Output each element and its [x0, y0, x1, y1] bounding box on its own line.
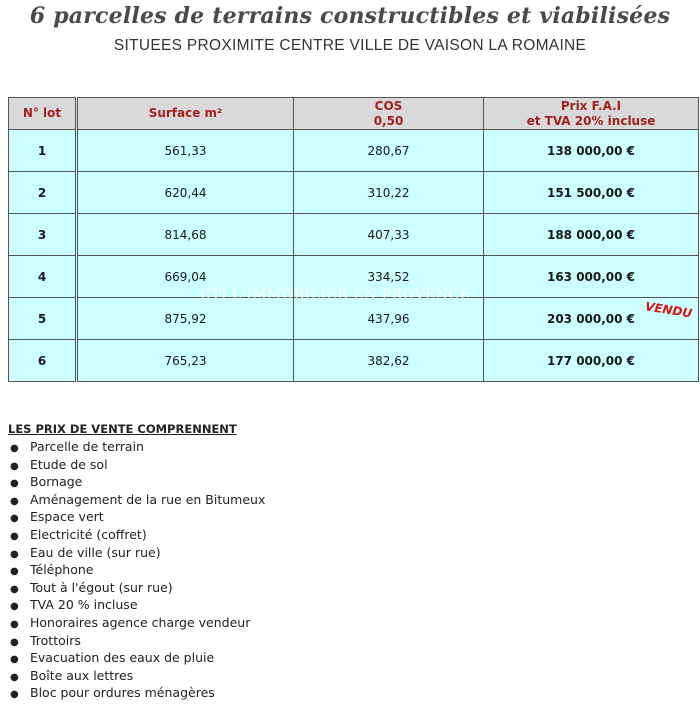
cell-surface: 620,44 [77, 172, 294, 214]
table-row [9, 256, 699, 298]
sold-badge: VENDU [643, 299, 693, 321]
agency-watermark: CTI L'IMMOBILIER EN PROVENCE [200, 287, 471, 303]
bullet-icon: ● [10, 671, 19, 683]
list-item: ● Bornage [8, 473, 265, 491]
cell-surface: 669,04 [77, 256, 294, 298]
cell-price: 151 500,00 € [484, 172, 699, 214]
page-title: 6 parcelles de terrains constructibles et viabilisées [29, 3, 671, 29]
cell-cos: 280,67 [294, 130, 484, 172]
bullet-icon: ● [10, 548, 19, 560]
bullet-icon: ● [10, 478, 19, 490]
list-item: ● Eau de ville (sur rue) [8, 544, 265, 562]
cell-lot: 4 [9, 256, 77, 298]
header-lot: N° lot [9, 98, 77, 130]
list-item: ● Tout à l'égout (sur rue) [8, 579, 265, 597]
cell-cos: 437,96 [294, 298, 484, 340]
cell-lot: 1 [9, 130, 77, 172]
table-row [9, 298, 699, 340]
page-subtitle: SITUEES PROXIMITE CENTRE VILLE DE VAISON LA ROMAINE [113, 37, 587, 54]
bullet-icon: ● [10, 583, 19, 595]
cell-lot: 2 [9, 172, 77, 214]
list-item: ● Boîte aux lettres [8, 667, 265, 685]
list-item: ● Honoraires agence charge vendeur [8, 614, 265, 632]
includes-title: LES PRIX DE VENTE COMPRENNENT [8, 422, 237, 436]
cell-lot: 6 [9, 340, 77, 382]
list-item: ● Evacuation des eaux de pluie [8, 649, 265, 667]
table-row [9, 214, 699, 256]
bullet-icon: ● [10, 513, 19, 525]
cell-price: 177 000,00 € [484, 340, 699, 382]
header-cos: COS 0,50 [294, 98, 484, 130]
cell-cos: 334,52 [294, 256, 484, 298]
list-item: ● Electricité (coffret) [8, 526, 265, 544]
cell-cos: 382,62 [294, 340, 484, 382]
cell-surface: 814,68 [77, 214, 294, 256]
cell-price: 163 000,00 € [484, 256, 699, 298]
bullet-icon: ● [10, 443, 19, 454]
cell-price: 138 000,00 € [484, 130, 699, 172]
table-row [9, 172, 699, 214]
table-row [9, 340, 699, 382]
price-value: 203 000,00 € [546, 311, 636, 326]
bullet-icon: ● [10, 460, 19, 472]
table-row [9, 130, 699, 172]
header-price: Prix F.A.I et TVA 20% incluse [484, 98, 699, 130]
cell-cos: 310,22 [294, 172, 484, 214]
list-item: ● Trottoirs [8, 632, 265, 650]
list-item: ● Aménagement de la rue en Bitumeux [8, 491, 265, 509]
header-surface: Surface m² [77, 98, 294, 130]
bullet-icon: ● [10, 654, 19, 666]
cell-surface: 875,92 [77, 298, 294, 340]
bullet-icon: ● [10, 636, 19, 648]
cell-lot: 3 [9, 214, 77, 256]
list-item: ● Téléphone [8, 561, 265, 579]
bullet-icon: ● [10, 566, 19, 578]
list-item: ● Etude de sol [8, 456, 265, 474]
list-item: ● TVA 20 % incluse [8, 596, 265, 614]
cell-cos: 407,33 [294, 214, 484, 256]
table-header-row [9, 98, 699, 130]
includes-list [8, 438, 265, 702]
cell-price: 188 000,00 € [484, 214, 699, 256]
bullet-icon: ● [10, 689, 19, 701]
lots-table [8, 97, 699, 382]
cell-price [484, 298, 699, 340]
list-item: ● Parcelle de terrain [8, 438, 265, 456]
cell-lot: 5 [9, 298, 77, 340]
bullet-icon: ● [10, 601, 19, 613]
bullet-icon: ● [10, 530, 19, 542]
list-item: ● Espace vert [8, 508, 265, 526]
list-item: ● Bloc pour ordures ménagères [8, 684, 265, 702]
bullet-icon: ● [10, 495, 19, 507]
bullet-icon: ● [10, 618, 19, 630]
cell-surface: 765,23 [77, 340, 294, 382]
cell-surface: 561,33 [77, 130, 294, 172]
